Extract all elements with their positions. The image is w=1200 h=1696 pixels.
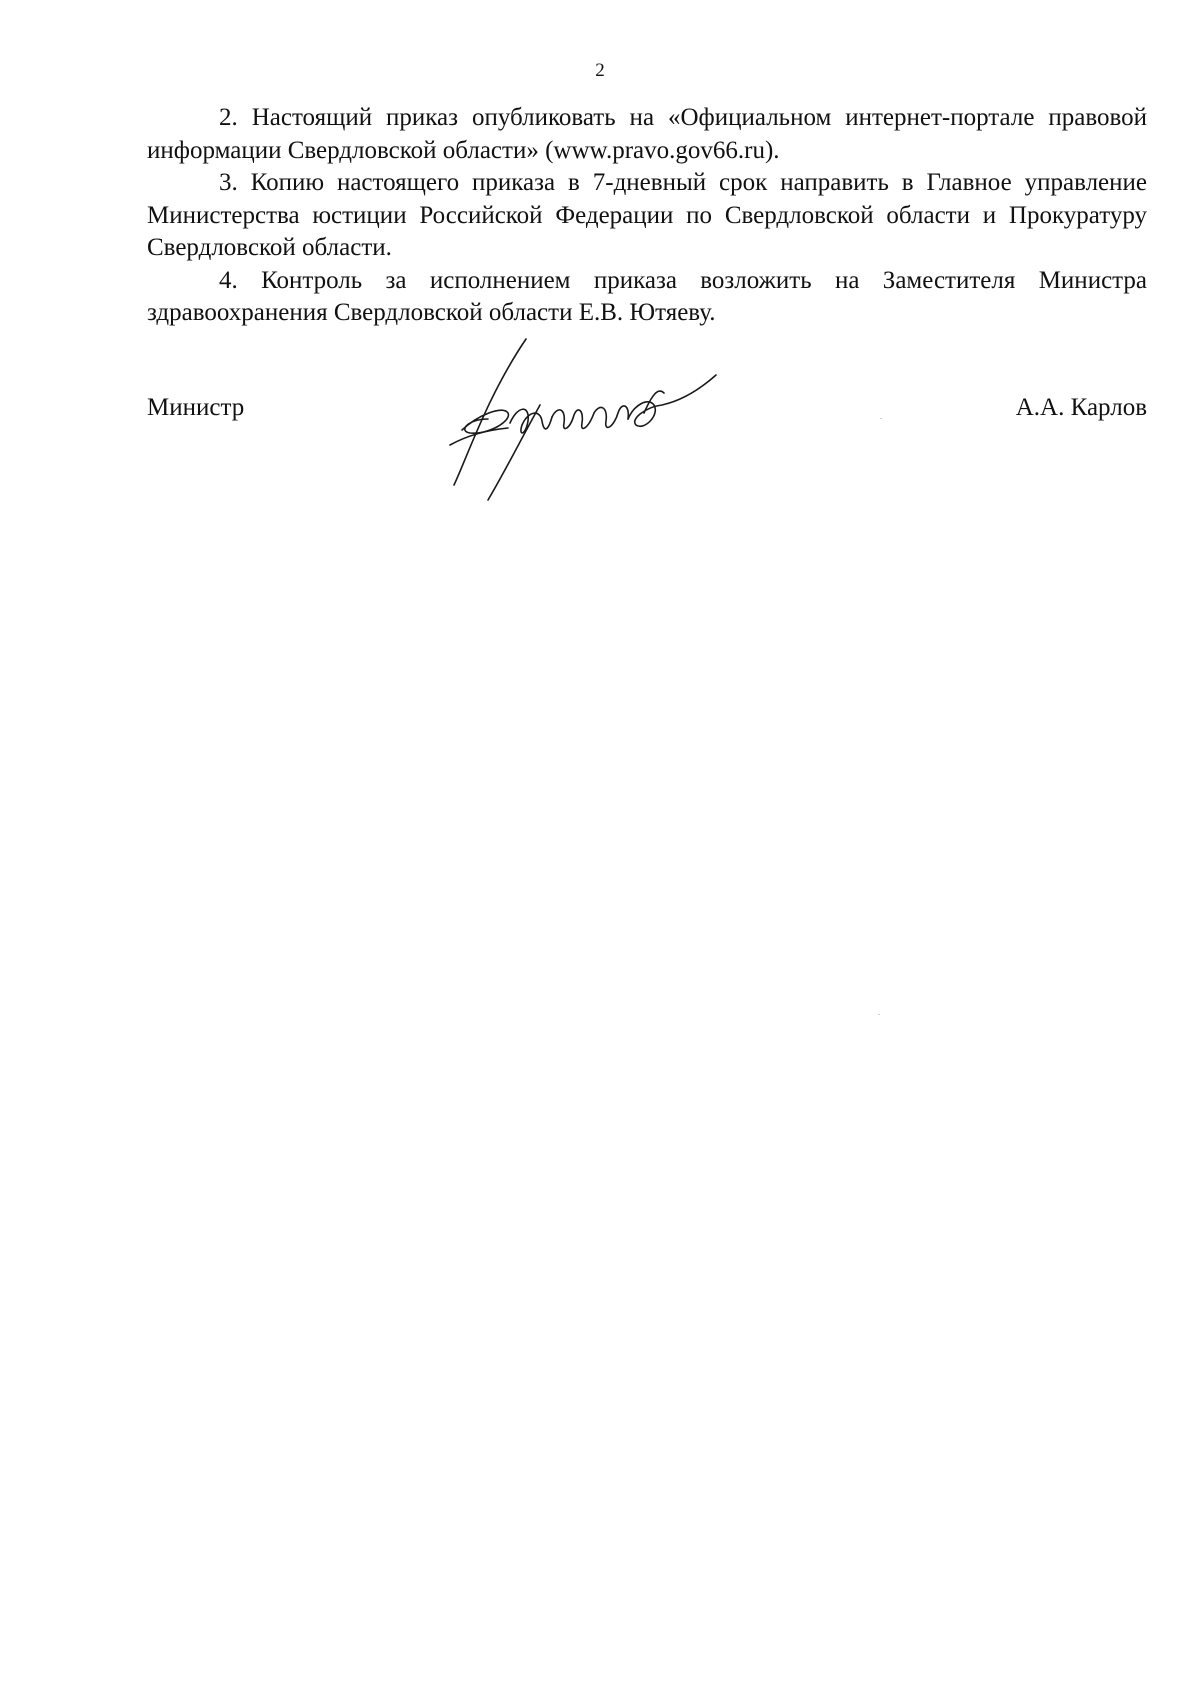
document-body [147,102,1147,330]
paragraph-copy-distribution: 3. Копию настоящего приказа в 7-дневный срок направить в Главное управление Министерства юстиции Российской Федерации по Свердловской области и Прокуратуру Свердловской области. [147,169,1147,261]
scan-speck [880,418,882,419]
paragraph-publication: 2. Настоящий приказ опубликовать на «Официальном интернет-портале правовой информации Свердловской области» (www.pravo.gov66.ru). [147,104,1147,164]
signatory-position: Министр [147,394,245,421]
page-number: 2 [595,60,605,81]
scan-speck [878,1014,880,1015]
paragraph-control: 4. Контроль за исполнением приказа возложить на Заместителя Министра здравоохранения Свердловской области Е.В. Ютяеву. [147,266,1147,326]
signatory-name: А.А. Карлов [1015,394,1147,421]
handwritten-signature [448,335,748,505]
